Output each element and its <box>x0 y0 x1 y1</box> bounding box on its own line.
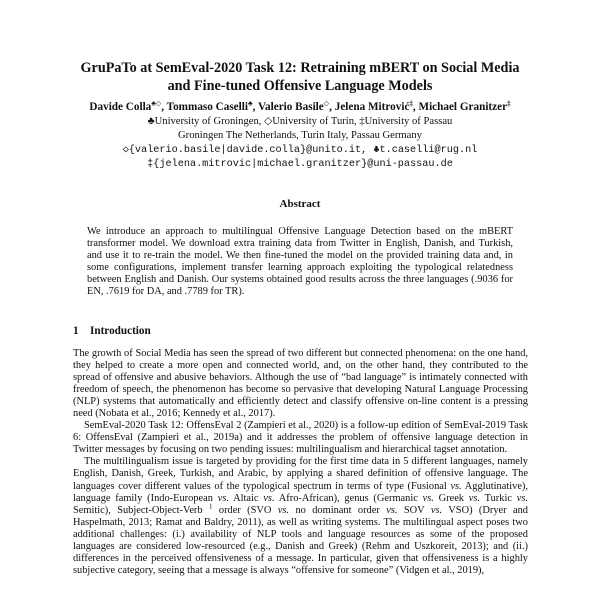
author-name: Tommaso Caselli <box>166 101 248 113</box>
vs-italic: vs. <box>217 492 229 504</box>
author-name: Davide Colla <box>89 101 152 113</box>
paragraph: SemEval-2020 Task 12: OffensEval 2 (Zampieri et al., 2020) is a follow-up edition of SemEval-2019 Task 6: OffensEval (Zampieri et al., 2019a) and it addresses the problem of offensive language detection in Twitter messages by focusing on two pending issues: multilingualism and hierarchical tagset annotation. <box>73 420 528 456</box>
text-run: Semitic), Subject-Object-Verb <box>73 504 209 516</box>
vs-italic: vs. <box>386 504 398 516</box>
author-mark: ‡ <box>507 99 511 108</box>
vs-italic: vs. <box>422 492 434 504</box>
text-run: SOV <box>397 504 431 516</box>
author-name: Valerio Basile <box>257 101 324 113</box>
body-text <box>73 348 528 577</box>
vs-italic: vs. <box>516 492 528 504</box>
text-run: order (SVO <box>212 504 278 516</box>
text-run: Afro-African), genus (Germanic <box>274 492 423 504</box>
section-title: Introduction <box>90 325 151 337</box>
section-number: 1 <box>73 325 79 337</box>
text-run: Agglutinative), language family (Indo-European <box>73 480 528 504</box>
text-run: Altaic <box>228 492 264 504</box>
text-run: Turkic <box>480 492 517 504</box>
author-name: Jelena Mitrović <box>334 101 410 113</box>
abstract-text: We introduce an approach to multilingual Offensive Language Detection based on the mBERT transformer model. We download extra training data from Twitter in English, Danish, and Turkish, and use it to re-train the model. We then fine-tuned the model on the provided training data and, in some configurations, implement transfer learning approach exploiting the typological relatedness between English and Danish. Our systems obtained good results across the three languages (.9036 for EN, .7619 for DA, and .7789 for TR). <box>87 226 513 298</box>
vs-italic: vs. <box>430 504 443 516</box>
author-mark: ‡ <box>409 99 413 108</box>
abstract-heading: Abstract <box>279 198 321 210</box>
affiliation-line-2: Groningen The Netherlands, Turin Italy, Passau Germany <box>178 130 422 141</box>
paragraph <box>73 456 528 576</box>
author-mark: ♣ <box>247 99 253 108</box>
title-line-2: and Fine-tuned Offensive Language Models <box>167 78 433 94</box>
vs-italic: vs. <box>468 492 481 504</box>
text-run: Greek <box>433 492 469 504</box>
email-line-1: ◇{valerio.basile|davide.colla}@unito.it, ♣t.caselli@rug.nl <box>122 145 478 156</box>
paragraph: The growth of Social Media has seen the spread of two different but connected phenomena: on the one hand, they helped to create a more open and connected world, and, on the other hand, they contributed to the spread of offensive and abusive behaviors. Although the use of “bad language” is intimately connected with freedom of speech, the phenomenon has become so pervasive that developing Natural Language Processing (NLP) systems that automatically and efficiently detect and classify offensive on-line content is a pressing need (Nobata et al., 2016; Kennedy et al., 2017). <box>73 348 528 420</box>
title-line-1: GruPaTo at SemEval-2020 Task 12: Retraining mBERT on Social Media <box>80 60 520 76</box>
text-run: The multilingualism issue is targeted by providing for the first time data in 5 different languages, namely English, Danish, Greek, Turkish, and Arabic, by applying a shared definition of offensive language. The languages cover different values of the typological spectrum in terms of type (Fusional <box>73 456 528 492</box>
vs-italic: vs. <box>277 504 290 516</box>
affiliation-line-1: ♣University of Groningen, ◇University of Turin, ‡University of Passau <box>147 116 453 127</box>
author-list: Davide Colla♣◇, Tommaso Caselli♣, Valerio Basile◇, Jelena Mitrović‡, Michael Granitzer‡ <box>89 99 511 113</box>
paper-title <box>40 59 560 95</box>
vs-italic: vs. <box>263 492 275 504</box>
email-line-2: ‡{jelena.mitrovic|michael.granitzer}@uni-passau.de <box>147 159 453 170</box>
section-heading <box>73 325 151 337</box>
author-name: Michael Granitzer <box>418 101 508 113</box>
text-run: no dominant order <box>289 504 387 516</box>
author-mark: ◇ <box>323 99 330 108</box>
author-mark: ♣◇ <box>151 99 162 108</box>
text-run: VSO) (Dryer and Haspelmath, 2013; Ramat and Baldry, 2011), as well as writing systems. The multilingual aspect poses two additional challenges: (i.) availability of NLP tools and language resources as some of the proposed languages are considered low-resourced (e.g., Danish and Greek) (Rehm and Uszkoreit, 2013); and (ii.) differences in the perceived offensiveness of a message. In particular, given that offensiveness is a highly subjective category, seeing that a message is always “offensive for someone” (Vidgen et al., 2019), <box>73 504 529 576</box>
vs-italic: vs. <box>450 480 462 492</box>
footnote-mark: 1 <box>208 502 213 511</box>
